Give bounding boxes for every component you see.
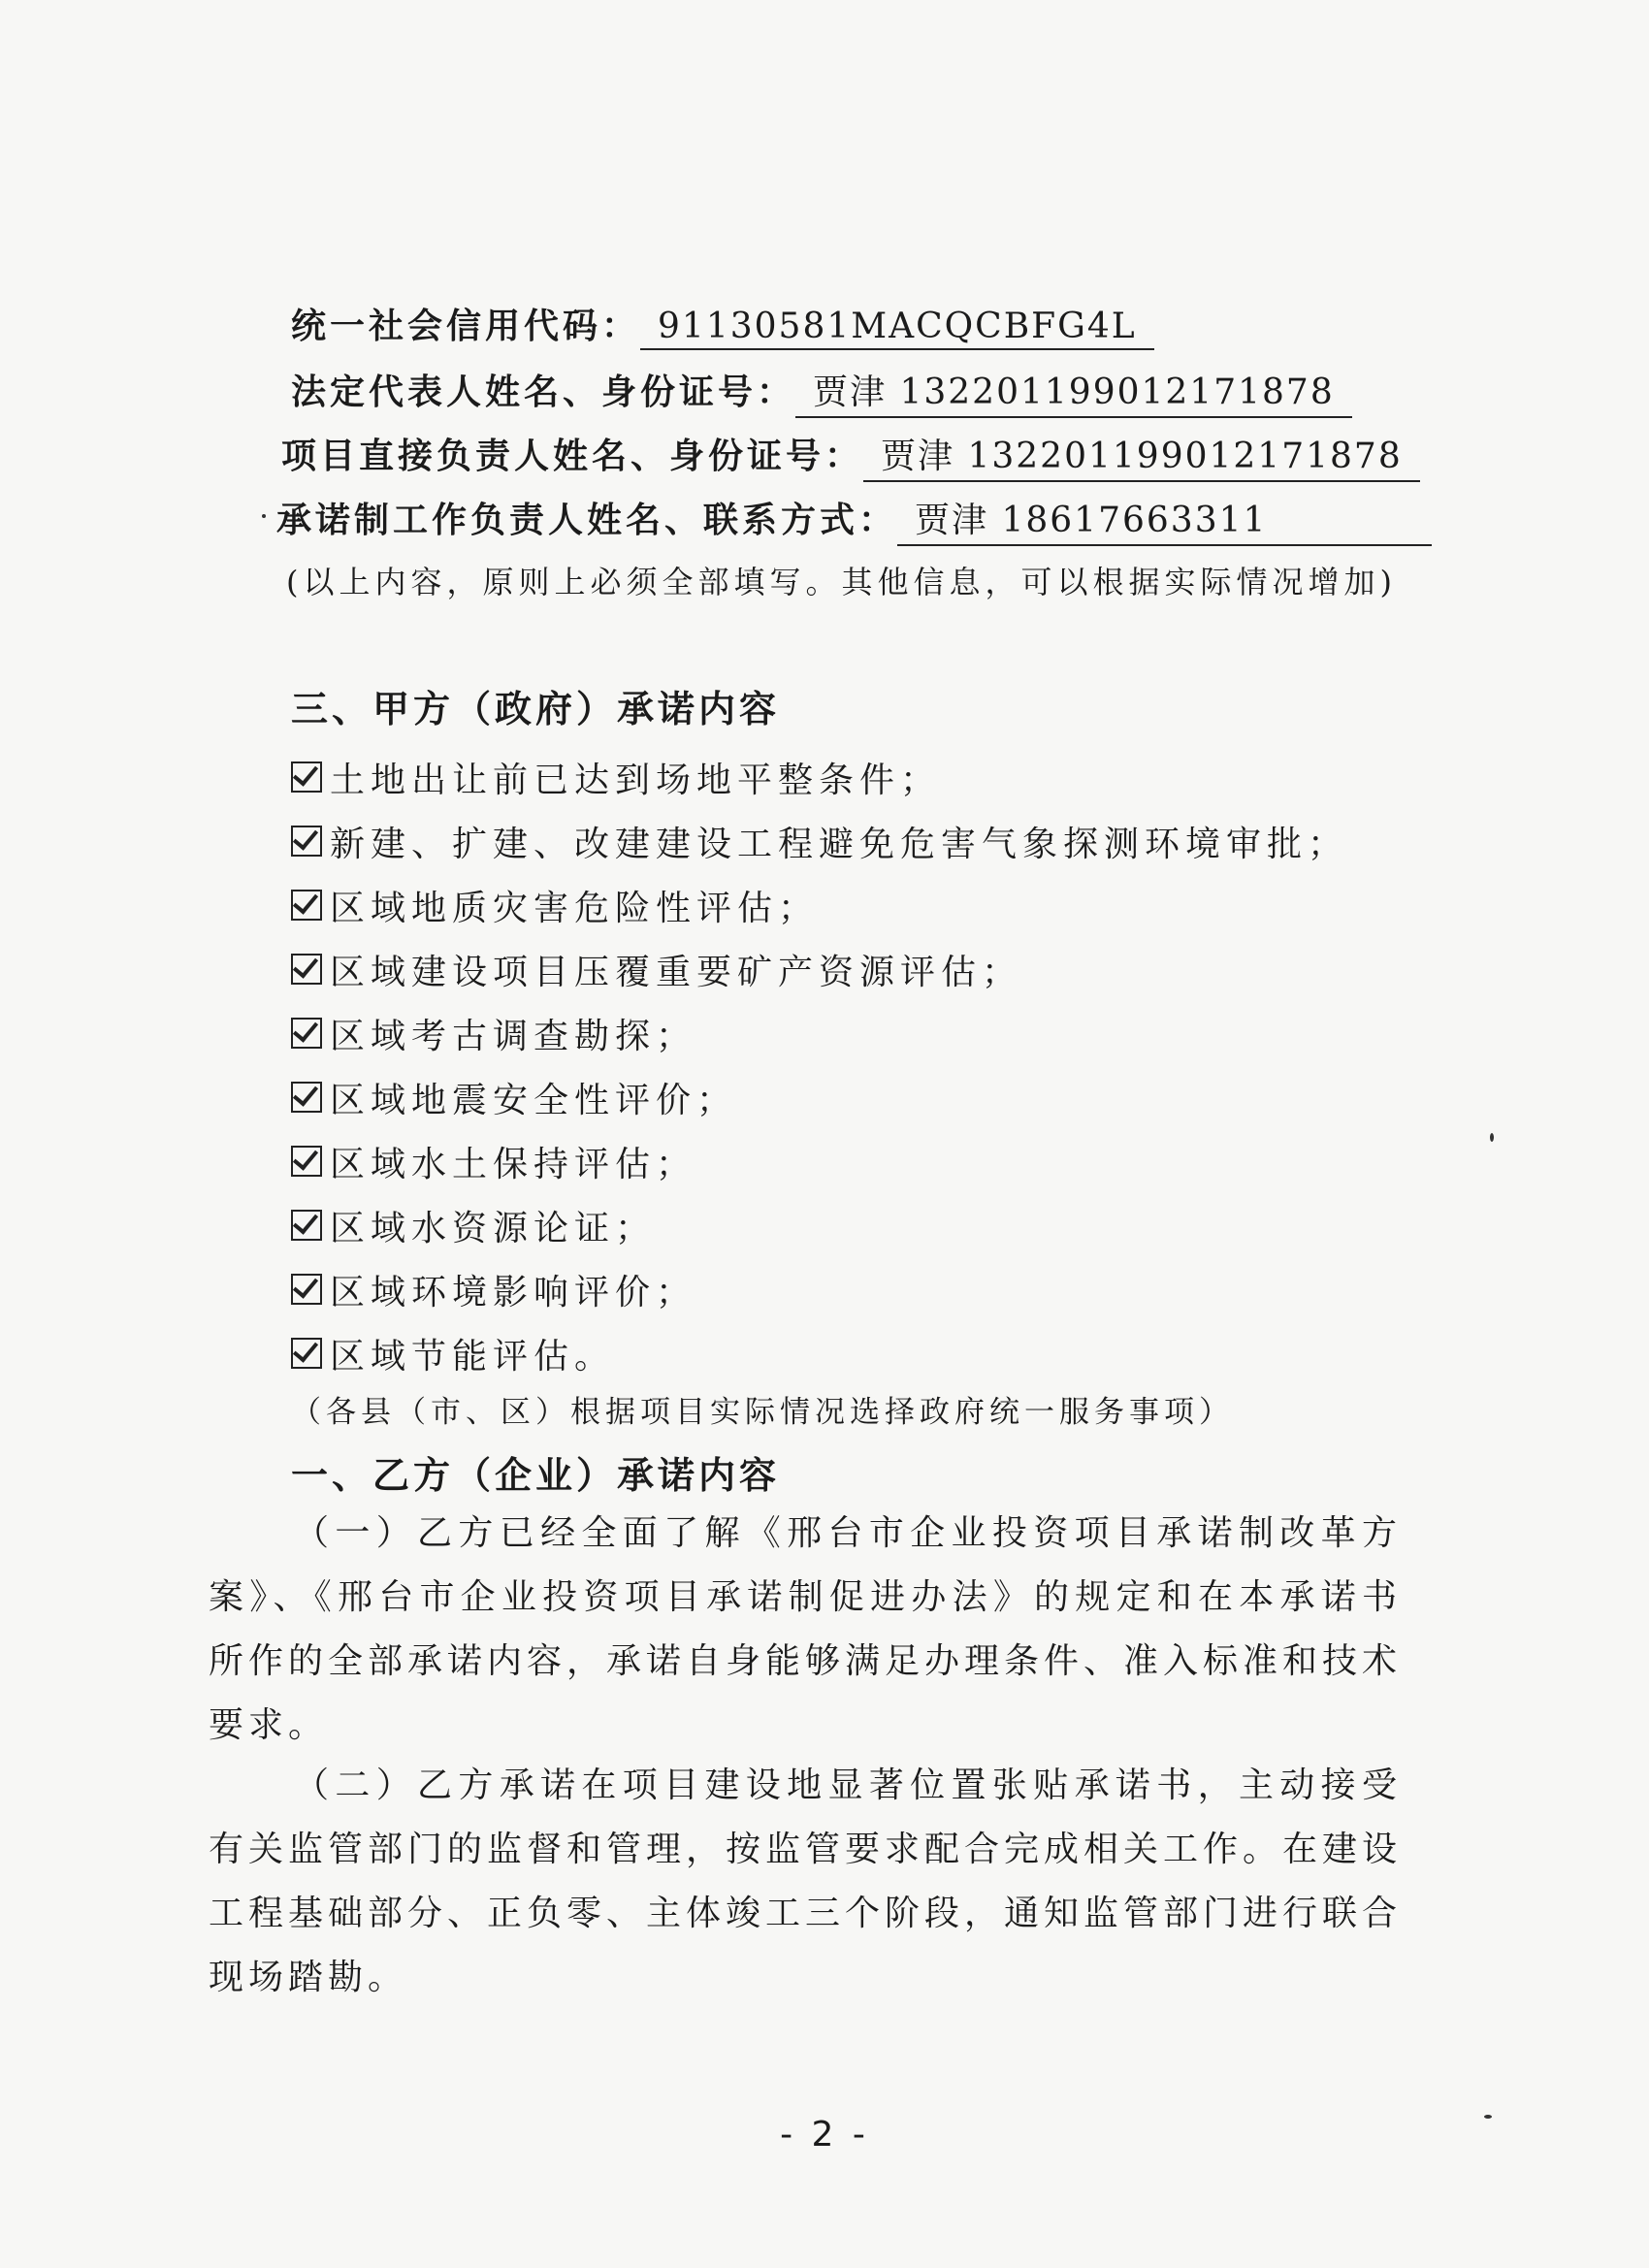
page-number: - 2 -	[780, 2115, 869, 2155]
commitment-item: 区域建设项目压覆重要矿产资源评估；	[291, 937, 1455, 1001]
credit-code-value: 91130581MACQCBFG4L	[640, 307, 1154, 350]
commitment-item: 区域水土保持评估；	[291, 1129, 1455, 1193]
government-items-note: （各县（市、区）根据项目实际情况选择政府统一服务事项）	[291, 1395, 1234, 1430]
commitment-item: 土地出让前已达到场地平整条件；	[291, 745, 1455, 809]
commitment-item: 区域水资源论证；	[291, 1193, 1455, 1257]
government-section-heading: 三、甲方（政府）承诺内容	[291, 688, 781, 730]
credit-code-label: 统一社会信用代码：	[291, 307, 641, 346]
commitment-item: 区域地质灾害危险性评估；	[291, 873, 1455, 937]
legal-representative-label: 法定代表人姓名、身份证号：	[291, 373, 796, 412]
checked-checkbox-icon	[291, 1082, 322, 1113]
enterprise-paragraph-1: （一）乙方已经全面了解《邢台市企业投资项目承诺制改革方案》、《邢台市企业投资项目承诺制促进办法》的规定和在本承诺书所作的全部承诺内容，承诺自身能够满足办理条件、准入标准和技术要求。	[209, 1513, 1403, 1745]
commitment-item: 区域节能评估。	[291, 1321, 1455, 1385]
checked-checkbox-icon	[291, 954, 322, 985]
checked-checkbox-icon	[291, 1146, 322, 1177]
checked-checkbox-icon	[291, 826, 322, 857]
fill-note: (以上内容，原则上必须全部填写。其他信息，可以根据实际情况增加)	[286, 564, 1397, 600]
project-lead-field	[281, 429, 1420, 487]
commitment-contact-field	[276, 493, 1432, 551]
legal-representative-value: 贾津 132201199012171878	[795, 365, 1352, 418]
scan-speck	[1490, 1133, 1494, 1142]
enterprise-paragraph-2: （二）乙方承诺在项目建设地显著位置张贴承诺书，主动接受有关监管部门的监督和管理，按监管要求配合完成相关工作。在建设工程基础部分、正负零、主体竣工三个阶段，通知监管部门进行联合现场踏勘。	[209, 1766, 1403, 1997]
checked-checkbox-icon	[291, 1338, 322, 1369]
commitment-item: 区域环境影响评价；	[291, 1257, 1455, 1321]
commitment-item: 区域考古调查勘探；	[291, 1001, 1455, 1065]
commitment-contact-label: 承诺制工作负责人姓名、联系方式：	[276, 501, 898, 540]
checked-checkbox-icon	[291, 890, 322, 921]
government-commitment-list	[291, 745, 1455, 1385]
checked-checkbox-icon	[291, 761, 322, 793]
commitment-item: 区域地震安全性评价；	[291, 1065, 1455, 1129]
credit-code-field	[291, 299, 1154, 357]
scan-speck	[1484, 2115, 1492, 2119]
checked-checkbox-icon	[291, 1210, 322, 1241]
project-lead-label: 项目直接负责人姓名、身份证号：	[281, 437, 864, 476]
enterprise-section-heading: 一、乙方（企业）承诺内容	[291, 1454, 781, 1497]
checked-checkbox-icon	[291, 1018, 322, 1049]
project-lead-value: 贾津 132201199012171878	[863, 429, 1420, 482]
scan-speck	[262, 514, 266, 518]
checked-checkbox-icon	[291, 1274, 322, 1305]
commitment-contact-value: 贾津 18617663311	[897, 493, 1432, 546]
commitment-item: 新建、扩建、改建建设工程避免危害气象探测环境审批；	[291, 809, 1455, 873]
legal-representative-field	[291, 365, 1352, 423]
